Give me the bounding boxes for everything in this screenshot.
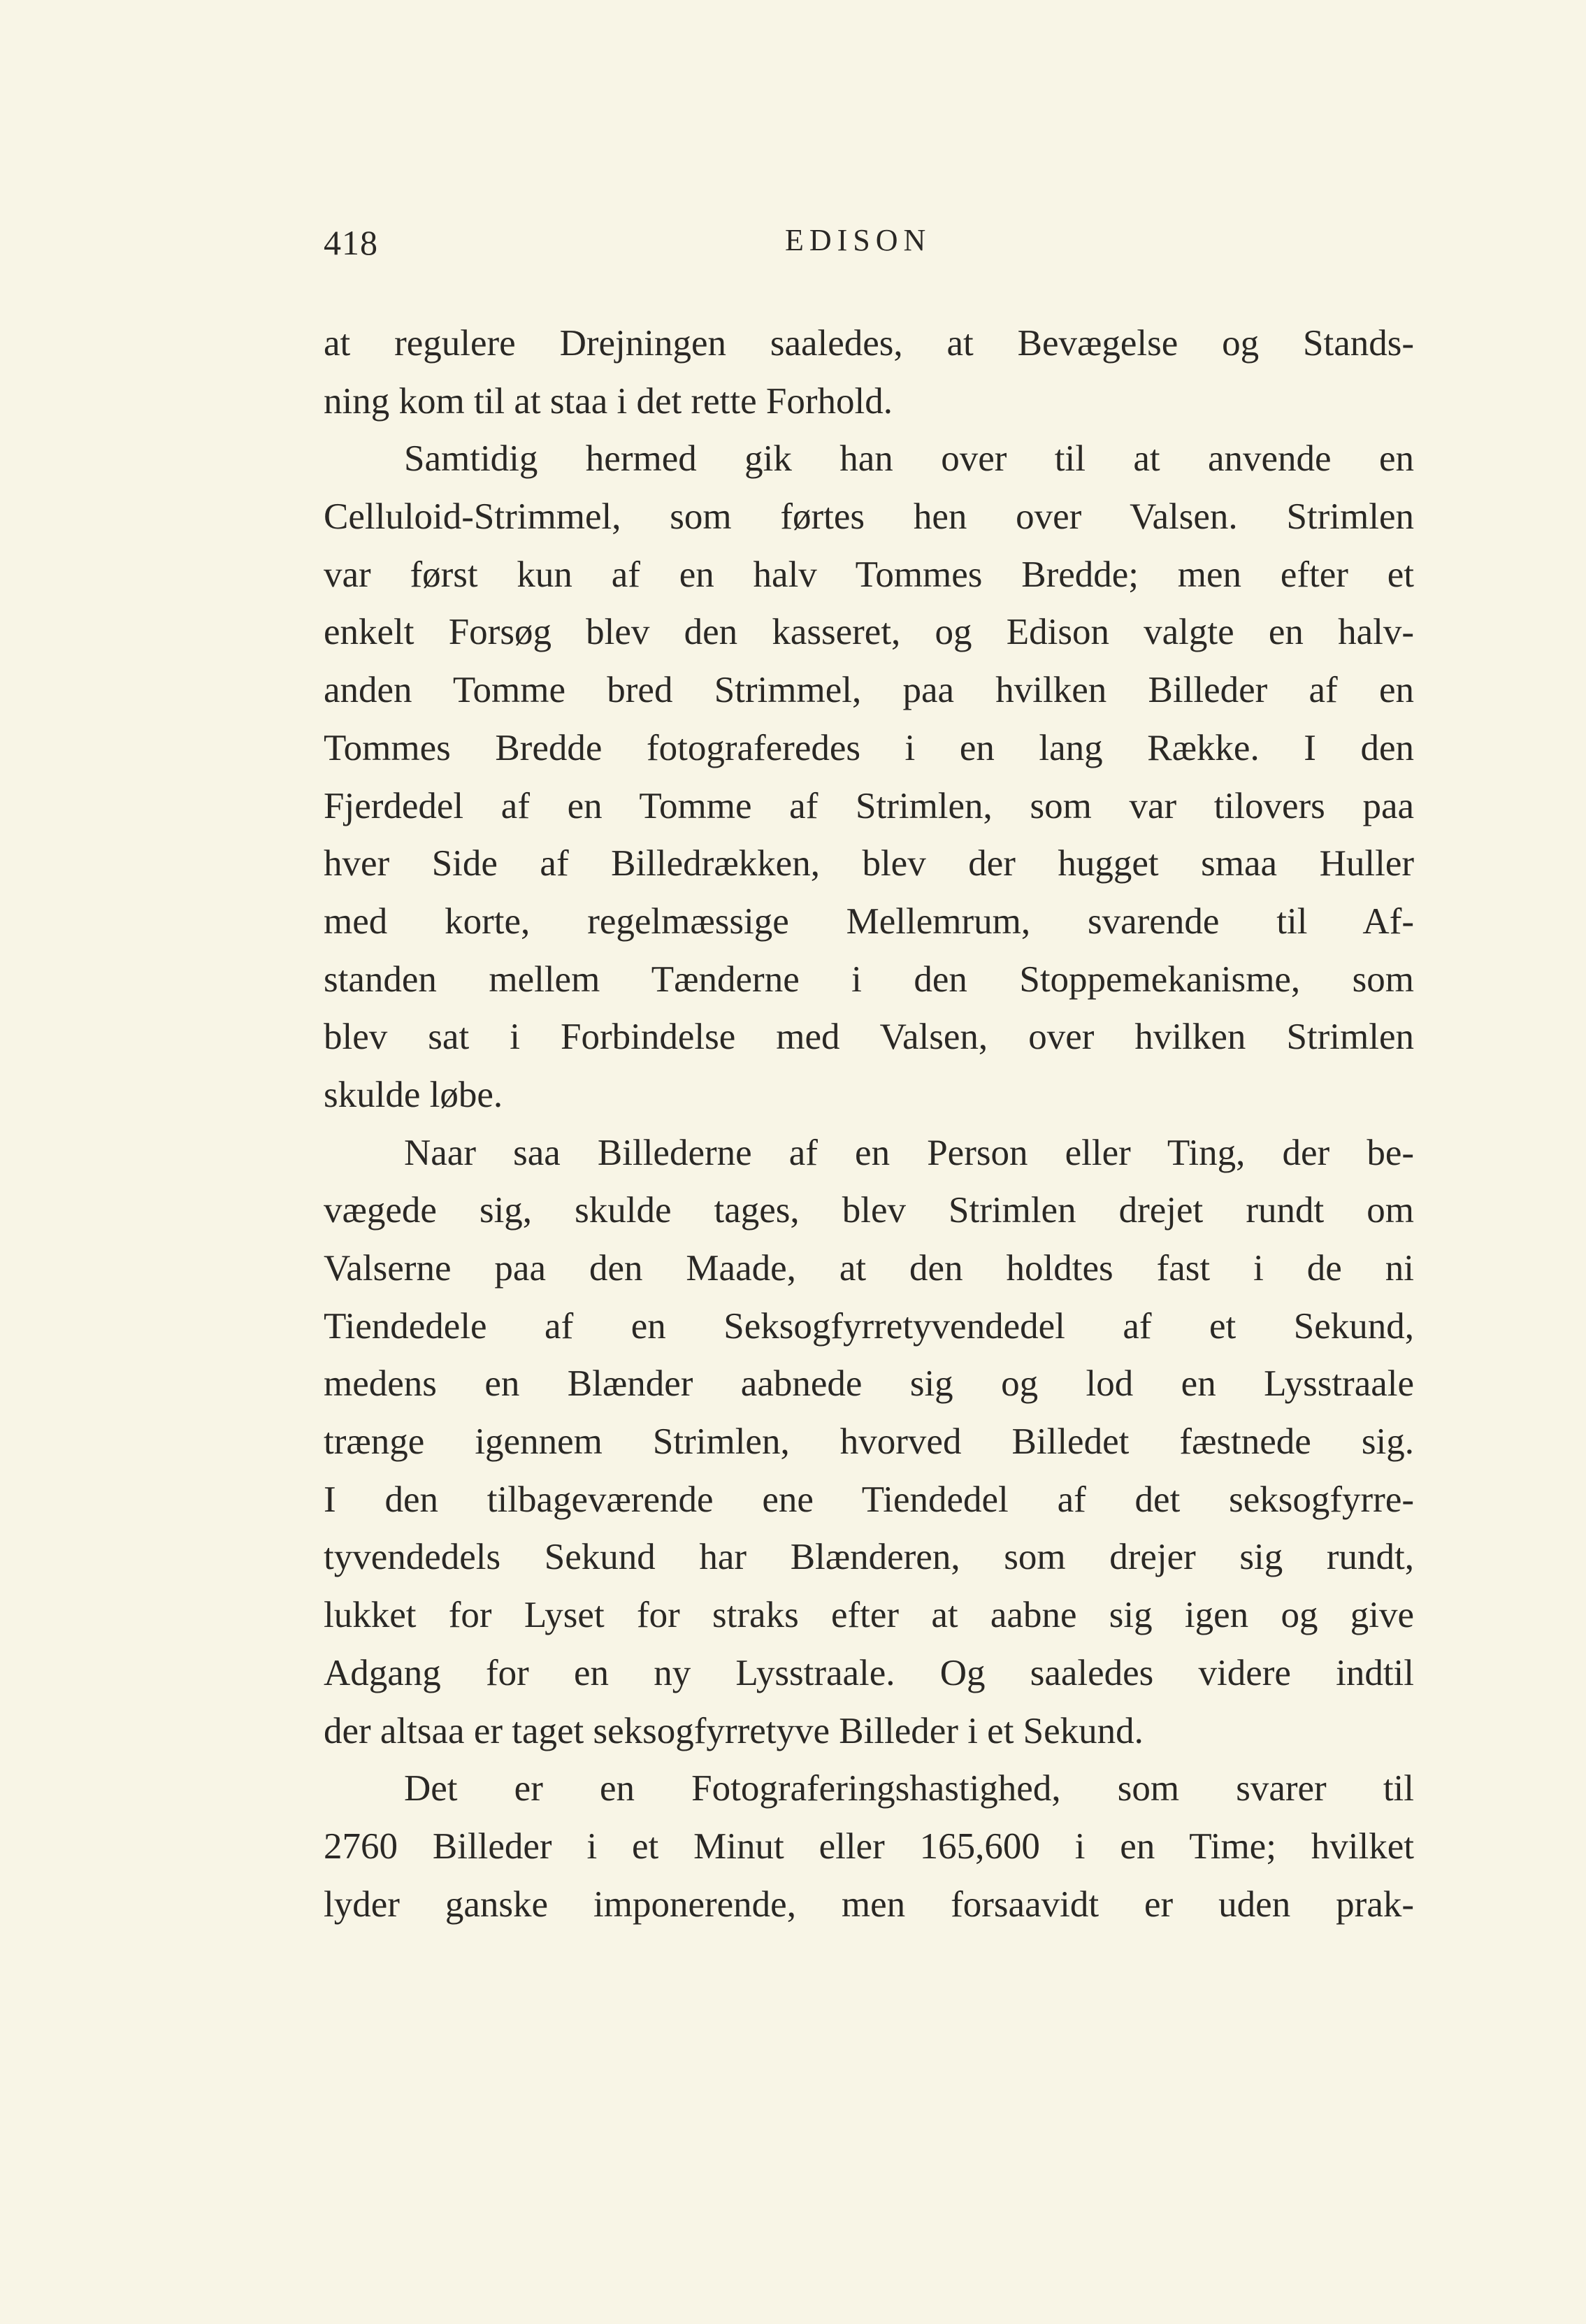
text-line: vægede sig, skulde tages, blev Strimlen drejet rundt om	[324, 1190, 1414, 1231]
text-line: standen mellem Tænderne i den Stoppemekanisme, som	[324, 959, 1414, 1000]
text-line: var først kun af en halv Tommes Bredde; men efter et	[324, 554, 1414, 595]
text-line: tyvendedels Sekund har Blænderen, som drejer sig rundt,	[324, 1537, 1414, 1578]
text-line: blev sat i Forbindelse med Valsen, over hvilken Strimlen	[324, 1017, 1414, 1058]
text-line: skulde løbe.	[324, 1074, 503, 1115]
text-line: Tommes Bredde fotograferedes i en lang Række. I den	[324, 727, 1414, 768]
text-line: Det er en Fotograferingshastighed, som svarer til	[404, 1768, 1414, 1809]
running-title: EDISON	[785, 223, 932, 257]
text-line: trænge igennem Strimlen, hvorved Billedet fæstnede sig.	[324, 1421, 1414, 1463]
text-line: enkelt Forsøg blev den kasseret, og Edison valgte en halv-	[324, 612, 1414, 653]
text-line: Valserne paa den Maade, at den holdtes fast i de ni	[324, 1248, 1414, 1289]
text-line: anden Tomme bred Strimmel, paa hvilken Billeder af en	[324, 670, 1414, 711]
text-line: Samtidig hermed gik han over til at anvende en	[404, 438, 1414, 480]
page-header	[324, 222, 1414, 271]
text-line: lukket for Lyset for straks efter at aabne sig igen og give	[324, 1595, 1414, 1636]
text-line: 2760 Billeder i et Minut eller 165,600 i en Time; hvilket	[324, 1826, 1414, 1867]
text-line: Celluloid-Strimmel, som førtes hen over Valsen. Strimlen	[324, 496, 1414, 538]
text-line: Fjerdedel af en Tomme af Strimlen, som var tilovers paa	[324, 785, 1414, 826]
body-text	[324, 315, 1414, 1933]
text-line: Naar saa Billederne af en Person eller Ting, der be-	[404, 1132, 1414, 1173]
text-line: med korte, regelmæssige Mellemrum, svarende til Af-	[324, 901, 1414, 942]
text-line: hver Side af Billedrækken, blev der hugget smaa Huller	[324, 843, 1414, 884]
text-line: Adgang for en ny Lysstraale. Og saaledes videre indtil	[324, 1652, 1414, 1693]
text-line: Tiendedele af en Seksogfyrretyvendedel af et Sekund,	[324, 1305, 1414, 1347]
text-line: lyder ganske imponerende, men forsaavidt er uden prak-	[324, 1884, 1414, 1925]
text-line: medens en Blænder aabnede sig og lod en Lysstraale	[324, 1363, 1414, 1405]
text-line: at regulere Drejningen saaledes, at Bevægelse og Stands-	[324, 323, 1414, 364]
page-number: 418	[324, 223, 378, 262]
text-line: ning kom til at staa i det rette Forhold.	[324, 380, 893, 422]
text-line: der altsaa er taget seksogfyrretyve Billeder i et Sekund.	[324, 1710, 1144, 1751]
text-line: I den tilbageværende ene Tiendedel af det seksogfyrre-	[324, 1479, 1414, 1520]
